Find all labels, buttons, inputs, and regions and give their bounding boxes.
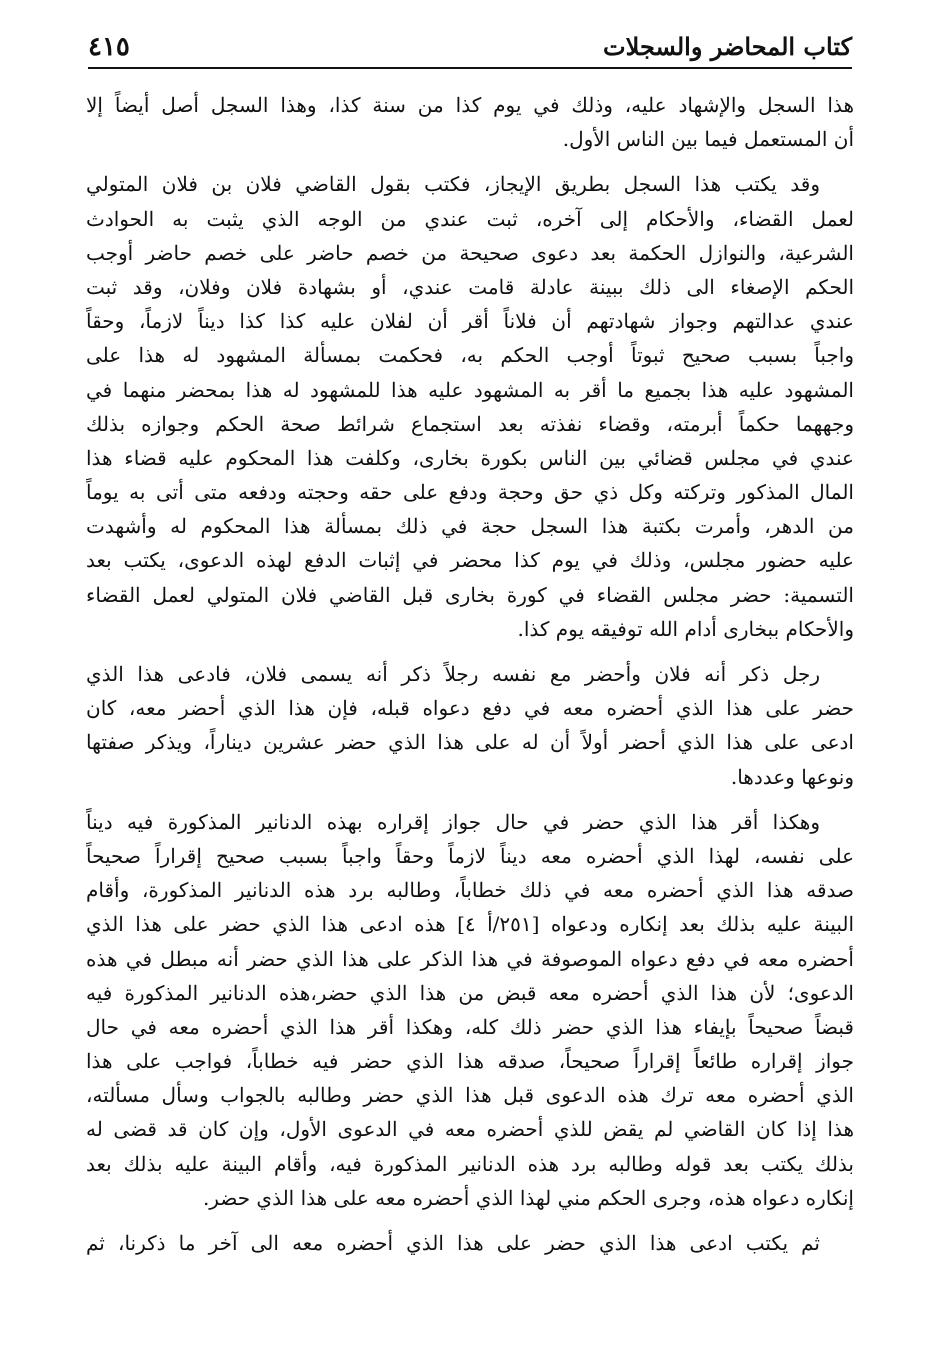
text-line: عندي في مجلس قضائي بين الناس بكورة بخارى، وكلفت هذا المحكوم عليه قضاء هذا: [86, 445, 854, 470]
text-line: التسمية: حضر مجلس القضاء في كورة بخارى قبل القاضي فلان المتولي لعمل القضاء: [86, 582, 854, 607]
text-line: البينة عليه بذلك بعد إنكاره ودعواه [٢٥١/أ ٤] هذه ادعى هذا الذي حضر على هذا الذي: [86, 912, 854, 937]
text-line: لعمل القضاء، والأحكام إلى آخره، ثبت عندي من الوجه الذي يثبت به الحوادث: [86, 206, 854, 231]
text-line: عندي عدالتهم وجواز شهادتهم أن فلاناً أقر أن لفلان عليه كذا كذا ديناً لازماً، وحقاً: [86, 309, 854, 334]
running-header: [88, 26, 852, 62]
text-line: وهكذا أقر هذا الذي حضر في حال جواز إقراره بهذه الدنانير المذكورة فيه ديناً: [86, 809, 820, 834]
text-line: جواز إقراره طائعاً إقراراً صحيحاً، صدقه هذا الذي حضر فيه خطاباً، فواجب على هذا: [86, 1049, 854, 1074]
text-line: أن المستعمل فيما بين الناس الأول.: [562, 127, 854, 152]
text-line: ونوعها وعددها.: [730, 764, 854, 789]
page-number: ٤١٥: [88, 32, 130, 62]
text-line: وقد يكتب هذا السجل بطريق الإيجاز، فكتب بقول القاضي فلان بن فلان المتولي: [86, 172, 820, 197]
paragraph: [86, 88, 854, 156]
text-line: صدقه هذا الذي أحضره معه في ذلك خطاباً، وطالبه برد هذه الدنانير المذكورة، وأقام: [86, 878, 854, 903]
text-line: من الدهر، وأمرت بكتبة هذا السجل حجة في ذلك بمسألة هذا المحكوم له وأشهدت: [86, 514, 854, 539]
text-line: إنكاره دعواه هذه، وجرى الحكم مني لهذا الذي أحضره معه على هذا الذي حضر.: [202, 1185, 854, 1210]
text-line: هذا السجل والإشهاد عليه، وذلك في يوم كذا من سنة كذا، وهذا السجل أصل أيضاً إلا: [86, 93, 854, 117]
paragraph: [86, 657, 854, 794]
paragraph-gap: [86, 1215, 854, 1226]
text-line: على نفسه، لهذا الذي أحضره معه ديناً لازماً وحقاً واجباً بسبب صحيح إقراراً صحيحاً: [86, 843, 854, 868]
text-line: الدعوى؛ لأن هذا الذي أحضره معه قبض من هذا الذي حضر،هذه الدنانير المذكورة فيه: [86, 980, 854, 1005]
text-line: وجههما حكماً أبرمته، وقضاء نفذته بعد استجماع شرائط صحة الحكم وجوازه بذلك: [86, 411, 854, 436]
text-line: واجباً بسبب صحيح ثبوتاً أوجب الحكم به، فحكمت بمسألة المشهود له هذا على: [86, 343, 854, 368]
text-line: الذي أحضره معه ترك هذه الدعوى قبل هذا الذي حضر وطالبه بالجواب وسأل مسألته،: [86, 1083, 854, 1108]
paragraph: [86, 1226, 854, 1260]
paragraph: [86, 805, 854, 1215]
text-line: هذا إذا كان القاضي لم يقض للذي أحضره معه في الدعوى الأول، وإن كان قد قضى له: [86, 1117, 854, 1142]
text-line: والأحكام ببخارى أدام الله توفيقه يوم كذا.: [517, 616, 854, 641]
text-line: رجل ذكر أنه فلان وأحضر مع نفسه رجلاً ذكر أنه يسمى فلان، فادعى هذا الذي: [86, 662, 820, 686]
text-line: المشهود عليه هذا بجميع ما أقر به المشهود عليه هذا للمشهود له هذا بمحضر منهما في: [86, 377, 854, 402]
text-line: عليه حضور مجلس، وذلك في يوم كذا محضر في إثبات الدفع لهذه الدعوى، يكتب بعد: [86, 548, 854, 573]
text-line: حضر على هذا الذي أحضره معه في دفع دعواه قبله، فإن هذا الذي أحضر معه، كان: [86, 696, 854, 721]
body-text: [86, 88, 854, 1260]
text-line: قبضاً صحيحاً بإيفاء هذا الذي حضر ذلك كله، وهكذا أقر هذا الذي أحضره معه في حال: [86, 1014, 854, 1039]
header-rule: [88, 67, 852, 69]
text-line: أحضره معه في دفع دعواه الموصوفة في هذا الذكر على هذا الذي حضر أنه مبطل في هذه: [86, 946, 854, 971]
book-title: كتاب المحاضر والسجلات: [603, 32, 852, 61]
paragraph-gap: [86, 794, 854, 805]
text-line: ادعى على هذا الذي أحضر أولاً أن له على هذا الذي حضر عشرين ديناراً، ويذكر صفتها: [86, 730, 854, 755]
paragraph-gap: [86, 646, 854, 657]
paragraph: [86, 167, 854, 646]
text-line: المال المذكور وتركته وكل ذي حق وحجة ودفع على حقه وحجته ودفعه متى أتى به يوماً: [86, 480, 854, 505]
paragraph-gap: [86, 156, 854, 167]
text-line: ثم يكتب ادعى هذا الذي حضر على هذا الذي أحضره معه الى آخر ما ذكرنا، ثم: [86, 1231, 820, 1255]
text-line: بذلك يكتب بعد قوله وطالبه برد هذه الدنانير المذكورة فيه، وأقام البينة عليه بذلك بعد: [86, 1151, 854, 1176]
text-line: الحكم الإصغاء الى ذلك ببينة عادلة قامت عندي، أو بشهادة فلان وفلان، وقد ثبت: [86, 274, 854, 299]
text-line: الشرعية، والنوازل الحكمة بعد دعوى صحيحة من خصم حاضر على خصم حاضر أوجب: [86, 240, 854, 265]
